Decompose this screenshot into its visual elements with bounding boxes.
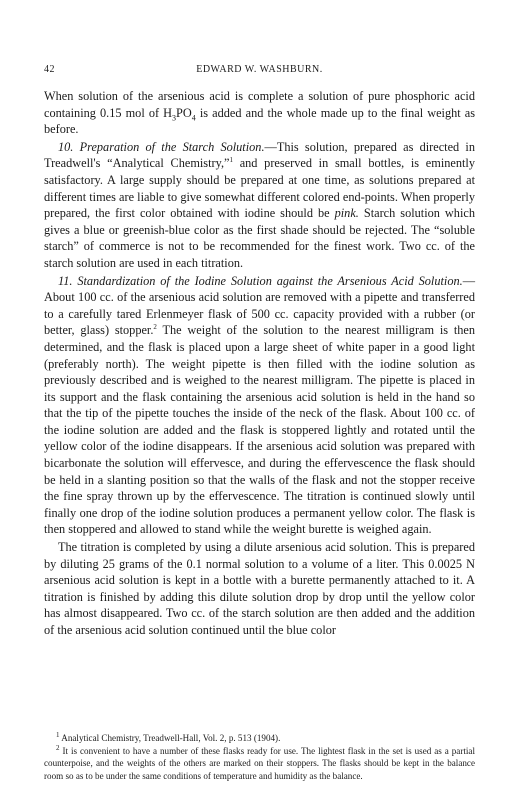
pink-emphasis: pink.	[334, 206, 359, 221]
footnote-1	[44, 732, 475, 745]
section-10-heading: 10. Preparation of the Starch Solution.	[58, 139, 265, 154]
section-10-text-3: Starch solution which gives a blue or greenish-blue color as the first shade should be rejected. The “soluble starch” of commerce is not to be recommended for the finest work. Two cc. of the starch solution are used in each titration.	[44, 206, 475, 270]
continuation-text-a: When solution of the arsenious acid is complete a solution of pure phosphoric acid containing 0.15 mol of H	[44, 89, 475, 120]
footnotes	[44, 732, 475, 782]
continuation-text-b: PO	[176, 105, 192, 120]
footnote-2	[44, 745, 475, 783]
footnote-text-1: Analytical Chemistry, Treadwell-Hall, Vol. 2, p. 513 (1904).	[59, 733, 281, 743]
footnote-ref-2: 2	[153, 323, 157, 332]
titration-paragraph: The titration is completed by using a dilute arsenious acid solution. This is prepared by diluting 25 grams of the 0.1 normal solution to a volume of a liter. This 0.0025 N arsenious acid solution is kept in a bottle with a burette permanently attached to it. A titration is finished by adding this dilute solution drop by drop until the yellow color has almost disappeared. Two cc. of the starch solution are then added and the addition of the arsenious acid solution continued until the blue color	[44, 540, 475, 637]
subscript-3: 3	[172, 113, 177, 123]
page-header	[44, 64, 475, 78]
footnote-text-2: It is convenient to have a number of these flasks ready for use. The lightest flask in the set is used as a partial counterpoise, and the weights of the others are marked on their stoppers. The flasks should be kept in the balance room so as to be under the same conditions of temperature and humidity as the balance.	[44, 745, 475, 781]
footnote-mark-2: 2	[56, 743, 60, 752]
section-11-text-1: —About 100 cc. of the arsenious acid solution are removed with a pipette and transferred to a carefully tared Erlenmeyer flask of 500 cc. capacity provided with a rubber (or better, glass) stopper.	[44, 273, 475, 338]
continuation-text-c: is added and the whole made up to the final weight as before.	[44, 105, 475, 137]
subscript-4: 4	[191, 113, 196, 123]
running-head: EDWARD W. WASHBURN.	[196, 64, 323, 75]
section-11-heading: 11. Standardization of the Iodine Solution against the Arsenious Acid Solution.	[58, 273, 463, 288]
section-10-paragraph	[44, 139, 475, 272]
section-11-text-2: The weight of the solution to the nearest milligram is then determined, and the flask is placed upon a large sheet of white paper in a good light (preferably north). The weight pipette is then filled with the iodine solution as previously described and is weighed to the nearest milligram. The pipette is placed in its support and the flask containing the arsenious acid solution is held in the hand so that the tip of the pipette touches the inside of the neck of the flask. About 100 cc. of the iodine solution are added and the flask is stoppered lightly and rotated until the yellow color of the iodine disappears. If the arsenious acid solution was prepared with bicarbonate the solution will effervesce, and during the effervescence the flask should be held in a slanting position so that the walls of the flask and not the stopper receive the fine spray thrown up by the effervescence. The titration is continued slowly until finally one drop of the iodine solution produces a permanent yellow color. The flask is then stoppered and allowed to stand while the weight burette is weighed again.	[44, 323, 475, 537]
section-10-text-1: —This solution, prepared as directed in Treadwell's “Analytical Chemistry,”	[44, 139, 475, 171]
footnote-ref-1: 1	[229, 156, 233, 165]
section-11-paragraph	[44, 273, 475, 539]
footnote-mark-1: 1	[56, 730, 60, 739]
continuation-paragraph	[44, 88, 475, 138]
section-10-text-2: and preserved in small bottles, is eminently satisfactory. A large supply should be prepared at one time, as solutions prepared at different times are liable to give somewhat different colored end-points. When properly prepared, the first color obtained with iodine should be	[44, 156, 475, 221]
page-number: 42	[44, 64, 55, 75]
body-text	[44, 88, 475, 639]
